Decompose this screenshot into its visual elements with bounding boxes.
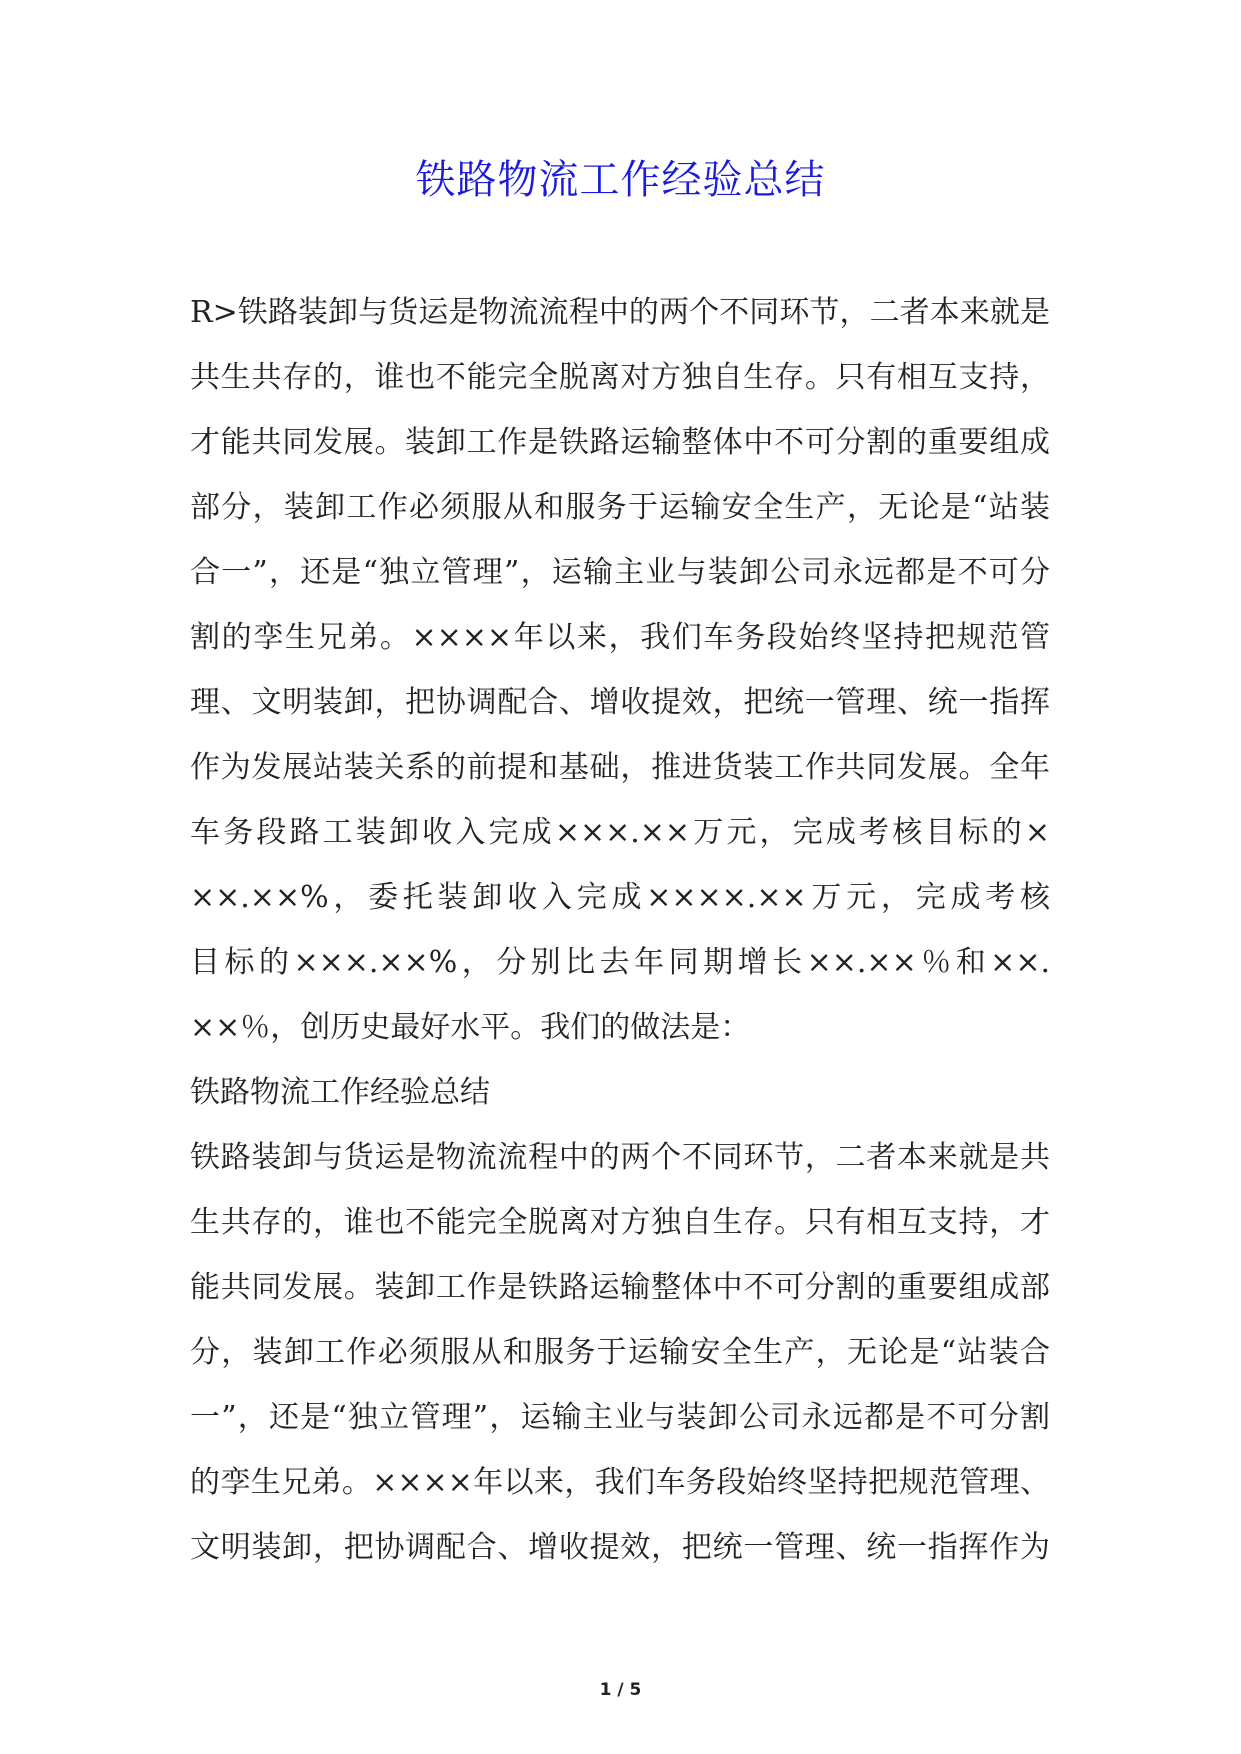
paragraph1-line: 才能共同发展。装卸工作是铁路运输整体中不可分割的重要组成	[190, 425, 1050, 460]
section-subheading: 铁路物流工作经验总结	[190, 1075, 490, 1110]
paragraph1-line: 车务段路工装卸收入完成×××.××万元，完成考核目标的×	[190, 815, 1050, 850]
paragraph1-line: 部分，装卸工作必须服从和服务于运输安全生产，无论是“站装	[190, 490, 1050, 525]
paragraph1-line: 理、文明装卸，把协调配合、增收提效，把统一管理、统一指挥	[190, 685, 1050, 720]
paragraph2-line: 生共存的，谁也不能完全脱离对方独自生存。只有相互支持，才	[190, 1205, 1050, 1240]
page-number: 1 / 5	[599, 1680, 642, 1700]
paragraph2-line: 铁路装卸与货运是物流流程中的两个不同环节，二者本来就是共	[190, 1140, 1050, 1175]
paragraph1-line: 割的孪生兄弟。××××年以来，我们车务段始终坚持把规范管	[190, 620, 1050, 655]
paragraph1-line: ××％，创历史最好水平。我们的做法是：	[190, 1010, 751, 1045]
paragraph1-line: 合一”，还是“独立管理”，运输主业与装卸公司永远都是不可分	[190, 555, 1050, 590]
paragraph1-line: ××.××%，委托装卸收入完成××××.××万元，完成考核	[190, 880, 1050, 915]
paragraph1-line: 共生共存的，谁也不能完全脱离对方独自生存。只有相互支持，	[190, 360, 1050, 395]
paragraph2-line: 的孪生兄弟。××××年以来，我们车务段始终坚持把规范管理、	[190, 1465, 1050, 1500]
paragraph2-line: 分，装卸工作必须服从和服务于运输安全生产，无论是“站装合	[190, 1335, 1050, 1370]
paragraph1-line: 作为发展站装关系的前提和基础，推进货装工作共同发展。全年	[190, 750, 1050, 785]
document-title: 铁路物流工作经验总结	[415, 157, 826, 203]
document-body	[190, 280, 1050, 1580]
paragraph1-line: 目标的×××.××%，分别比去年同期增长××.××％和××.	[190, 945, 1050, 980]
paragraph2-line: 一”，还是“独立管理”，运输主业与装卸公司永远都是不可分割	[190, 1400, 1050, 1435]
paragraph2-line: 能共同发展。装卸工作是铁路运输整体中不可分割的重要组成部	[190, 1270, 1050, 1305]
paragraph1-line: R>铁路装卸与货运是物流流程中的两个不同环节，二者本来就是	[190, 295, 1050, 330]
paragraph2-line: 文明装卸，把协调配合、增收提效，把统一管理、统一指挥作为	[190, 1530, 1050, 1565]
